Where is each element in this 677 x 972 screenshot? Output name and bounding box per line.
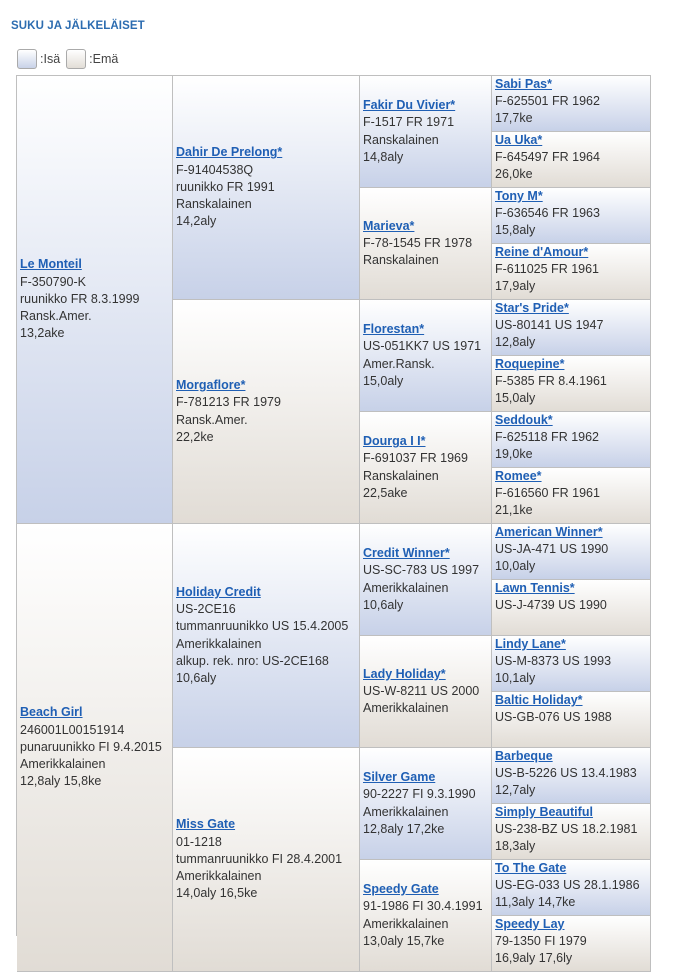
horse-detail-line: F-616560 FR 1961 (495, 486, 600, 501)
horse-info (360, 319, 483, 392)
horse-detail-line: 14,0aly 16,5ke (176, 886, 258, 901)
horse-info (492, 412, 601, 466)
pedigree-cell-g4-horse-8 (492, 468, 651, 524)
pedigree-cell-g2-horse-3 (173, 524, 360, 748)
pedigree-cell-g4-horse-16 (492, 916, 651, 972)
horse-name-link[interactable]: Sabi Pas* (495, 77, 552, 91)
horse-detail-line: 22,2ke (176, 429, 214, 444)
horse-name-link[interactable]: Dourga I I* (363, 434, 426, 449)
horse-detail-line: 15,8aly (495, 223, 536, 238)
pedigree-cell-g4-horse-6 (492, 356, 651, 412)
horse-name-link[interactable]: Florestan* (363, 322, 425, 337)
pedigree-cell-g4-horse-14 (492, 804, 651, 860)
pedigree-cell-g4-horse-7 (492, 412, 651, 468)
horse-name-link[interactable]: Speedy Gate (363, 882, 439, 897)
horse-detail-line: Ransk.Amer. (20, 309, 92, 324)
horse-name-link[interactable]: Miss Gate (176, 817, 236, 832)
sire-color-swatch (17, 49, 37, 69)
horse-name-link[interactable]: Simply Beautiful (495, 805, 593, 819)
pedigree-cell-g3-horse-2 (360, 188, 492, 300)
horse-detail-line: alkup. rek. nro: US-2CE168 (176, 653, 329, 668)
horse-info (360, 216, 474, 272)
horse-detail-line: US-80141 US 1947 (495, 318, 604, 333)
horse-detail-line: F-1517 FR 1971 (363, 115, 455, 130)
horse-detail-line: F-691037 FR 1969 (363, 451, 468, 466)
horse-info (173, 814, 344, 904)
horse-name-link[interactable]: Star's Pride* (495, 301, 569, 315)
horse-name-link[interactable]: Romee* (495, 469, 542, 483)
pedigree-cell-g2-horse-1 (173, 76, 360, 300)
horse-detail-line: Amerikkalainen (20, 757, 106, 772)
horse-name-link[interactable]: Tony M* (495, 189, 543, 203)
horse-info (173, 582, 350, 689)
horse-name-link[interactable]: Lindy Lane* (495, 637, 566, 651)
sire-legend-label: :Isä (40, 52, 61, 66)
horse-name-link[interactable]: Lady Holiday* (363, 666, 446, 681)
horse-detail-line: US-M-8373 US 1993 (495, 654, 612, 669)
pedigree-cell-g3-horse-4 (360, 412, 492, 524)
horse-detail-line: F-611025 FR 1961 (495, 262, 599, 277)
horse-detail-line: ruunikko FR 8.3.1999 (20, 291, 140, 306)
horse-name-link[interactable]: Marieva* (363, 218, 415, 233)
pedigree-cell-g2-horse-4 (173, 748, 360, 972)
horse-info (173, 142, 284, 232)
horse-detail-line: Amerikkalainen (176, 869, 262, 884)
dam-color-swatch (66, 49, 86, 69)
horse-detail-line: punaruunikko FI 9.4.2015 (20, 739, 162, 754)
horse-detail-line: F-636546 FR 1963 (495, 206, 600, 221)
horse-info (492, 468, 602, 522)
horse-detail-line: 22,5ake (363, 485, 408, 500)
horse-detail-line: 90-2227 FI 9.3.1990 (363, 787, 476, 802)
horse-detail-line: 14,2aly (176, 214, 217, 229)
pedigree-cell-g1-horse-1 (17, 76, 173, 524)
horse-name-link[interactable]: Beach Girl (20, 705, 83, 720)
pedigree-cell-g3-horse-1 (360, 76, 492, 188)
horse-info (492, 356, 609, 410)
pedigree-cell-g4-horse-2 (492, 132, 651, 188)
horse-detail-line: 01-1218 (176, 834, 222, 849)
pedigree-table (16, 75, 651, 966)
horse-detail-line: Ranskalainen (363, 132, 439, 147)
horse-detail-line: US-051KK7 US 1971 (363, 339, 482, 354)
horse-detail-line: US-238-BZ US 18.2.1981 (495, 822, 638, 837)
horse-detail-line: 26,0ke (495, 167, 533, 182)
horse-detail-line: Ransk.Amer. (176, 412, 248, 427)
horse-name-link[interactable]: Speedy Lay (495, 917, 565, 931)
horse-name-link[interactable]: Roquepine* (495, 357, 565, 371)
pedigree-cell-g4-horse-10 (492, 580, 651, 636)
horse-detail-line: 21,1ke (495, 503, 533, 518)
horse-detail-line: F-5385 FR 8.4.1961 (495, 374, 607, 389)
color-legend (17, 48, 118, 70)
horse-detail-line: F-91404538Q (176, 162, 254, 177)
pedigree-cell-g4-horse-4 (492, 244, 651, 300)
horse-info (360, 767, 478, 840)
horse-detail-line: 15,0aly (363, 373, 404, 388)
horse-detail-line: 15,0aly (495, 391, 536, 406)
horse-detail-line: 11,3aly 14,7ke (495, 895, 576, 910)
horse-name-link[interactable]: Holiday Credit (176, 584, 261, 599)
horse-info (492, 524, 610, 578)
horse-detail-line: 19,0ke (495, 447, 533, 462)
pedigree-cell-g3-horse-3 (360, 300, 492, 412)
horse-detail-line: F-350790-K (20, 274, 87, 289)
horse-detail-line: 10,0aly (495, 559, 536, 574)
horse-info (492, 188, 602, 242)
horse-detail-line: US-J-4739 US 1990 (495, 598, 607, 613)
horse-detail-line: US-2CE16 (176, 602, 236, 617)
horse-info (492, 860, 642, 914)
pedigree-cell-g2-horse-2 (173, 300, 360, 524)
horse-detail-line: US-EG-033 US 28.1.1986 (495, 878, 640, 893)
horse-detail-line: F-78-1545 FR 1978 (363, 235, 473, 250)
horse-detail-line: 17,7ke (495, 111, 533, 126)
pedigree-cell-g4-horse-5 (492, 300, 651, 356)
horse-info (492, 748, 639, 802)
horse-detail-line: Ranskalainen (363, 468, 439, 483)
pedigree-cell-g4-horse-15 (492, 860, 651, 916)
horse-detail-line: 18,3aly (495, 839, 536, 854)
horse-info (492, 692, 614, 728)
horse-detail-line: tummanruunikko FI 28.4.2001 (176, 851, 343, 866)
horse-info (492, 636, 613, 690)
horse-detail-line: 17,9aly (495, 279, 536, 294)
horse-name-link[interactable]: Ua Uka* (495, 133, 543, 147)
horse-name-link[interactable]: Silver Game (363, 770, 436, 785)
horse-detail-line: Amerikkalainen (363, 701, 449, 716)
pedigree-cell-g4-horse-1 (492, 76, 651, 132)
horse-info (492, 804, 639, 858)
horse-detail-line: ruunikko FR 1991 (176, 179, 275, 194)
horse-detail-line: 10,6aly (363, 597, 404, 612)
pedigree-cell-g3-horse-8 (360, 860, 492, 972)
horse-info (17, 702, 164, 792)
horse-detail-line: tummanruunikko US 15.4.2005 (176, 619, 349, 634)
horse-info (492, 76, 602, 130)
horse-info (492, 244, 601, 298)
horse-detail-line: 14,8aly (363, 149, 404, 164)
horse-detail-line: 12,8aly 17,2ke (363, 821, 445, 836)
horse-name-link[interactable]: Seddouk* (495, 413, 553, 427)
horse-detail-line: Ranskalainen (176, 197, 252, 212)
horse-info (360, 95, 457, 168)
pedigree-cell-g4-horse-3 (492, 188, 651, 244)
pedigree-cell-g3-horse-7 (360, 748, 492, 860)
horse-detail-line: Ranskalainen (363, 253, 439, 268)
horse-detail-line: US-JA-471 US 1990 (495, 542, 609, 557)
horse-info (492, 580, 609, 616)
horse-detail-line: Amerikkalainen (363, 580, 449, 595)
horse-detail-line: Amer.Ransk. (363, 356, 435, 371)
pedigree-cell-g4-horse-11 (492, 636, 651, 692)
horse-name-link[interactable]: Credit Winner* (363, 546, 450, 561)
horse-info (492, 916, 589, 970)
horse-detail-line: 91-1986 FI 30.4.1991 (363, 899, 483, 914)
horse-detail-line: 16,9aly 17,6ly (495, 951, 573, 966)
horse-detail-line: 12,8aly (495, 335, 536, 350)
pedigree-cell-g4-horse-12 (492, 692, 651, 748)
horse-info (17, 254, 142, 344)
pedigree-cell-g1-horse-2 (17, 524, 173, 972)
pedigree-cell-g3-horse-5 (360, 524, 492, 636)
horse-name-link[interactable]: Baltic Holiday* (495, 693, 583, 707)
horse-info (360, 543, 481, 616)
horse-name-link[interactable]: Le Monteil (20, 257, 82, 272)
pedigree-cell-g4-horse-13 (492, 748, 651, 804)
horse-name-link[interactable]: Reine d'Amour* (495, 245, 589, 259)
horse-info (173, 375, 283, 448)
horse-detail-line: F-625501 FR 1962 (495, 94, 600, 109)
horse-info (492, 132, 602, 186)
horse-detail-line: US-W-8211 US 2000 (363, 683, 480, 698)
horse-detail-line: 13,2ake (20, 326, 65, 341)
pedigree-cell-g3-horse-6 (360, 636, 492, 748)
horse-detail-line: F-645497 FR 1964 (495, 150, 600, 165)
horse-info (492, 300, 605, 354)
horse-detail-line: Amerikkalainen (363, 804, 449, 819)
horse-name-link[interactable]: American Winner* (495, 525, 603, 539)
horse-detail-line: Amerikkalainen (363, 916, 449, 931)
horse-detail-line: 12,8aly 15,8ke (20, 774, 102, 789)
horse-detail-line: 13,0aly 15,7ke (363, 933, 445, 948)
horse-detail-line: 12,7aly (495, 783, 536, 798)
horse-detail-line: F-781213 FR 1979 (176, 395, 281, 410)
horse-detail-line: 10,6aly (176, 670, 217, 685)
horse-detail-line: US-GB-076 US 1988 (495, 710, 612, 725)
horse-detail-line: Amerikkalainen (176, 636, 262, 651)
horse-detail-line: US-B-5226 US 13.4.1983 (495, 766, 637, 781)
horse-info (360, 664, 481, 720)
horse-info (360, 431, 470, 504)
horse-name-link[interactable]: To The Gate (495, 861, 567, 875)
horse-name-link[interactable]: Barbeque (495, 749, 553, 763)
horse-detail-line: F-625118 FR 1962 (495, 430, 599, 445)
horse-detail-line: 246001L00151914 (20, 722, 125, 737)
horse-detail-line: 79-1350 FI 1979 (495, 934, 587, 949)
horse-info (360, 879, 485, 952)
horse-detail-line: 10,1aly (495, 671, 536, 686)
horse-detail-line: US-SC-783 US 1997 (363, 563, 480, 578)
horse-name-link[interactable]: Morgaflore* (176, 378, 246, 393)
pedigree-cell-g4-horse-9 (492, 524, 651, 580)
dam-legend-label: :Emä (89, 52, 119, 66)
horse-name-link[interactable]: Dahir De Prelong* (176, 145, 283, 160)
page-title: SUKU JA JÄLKELÄISET (11, 20, 145, 32)
horse-name-link[interactable]: Fakir Du Vivier* (363, 98, 456, 113)
horse-name-link[interactable]: Lawn Tennis* (495, 581, 575, 595)
